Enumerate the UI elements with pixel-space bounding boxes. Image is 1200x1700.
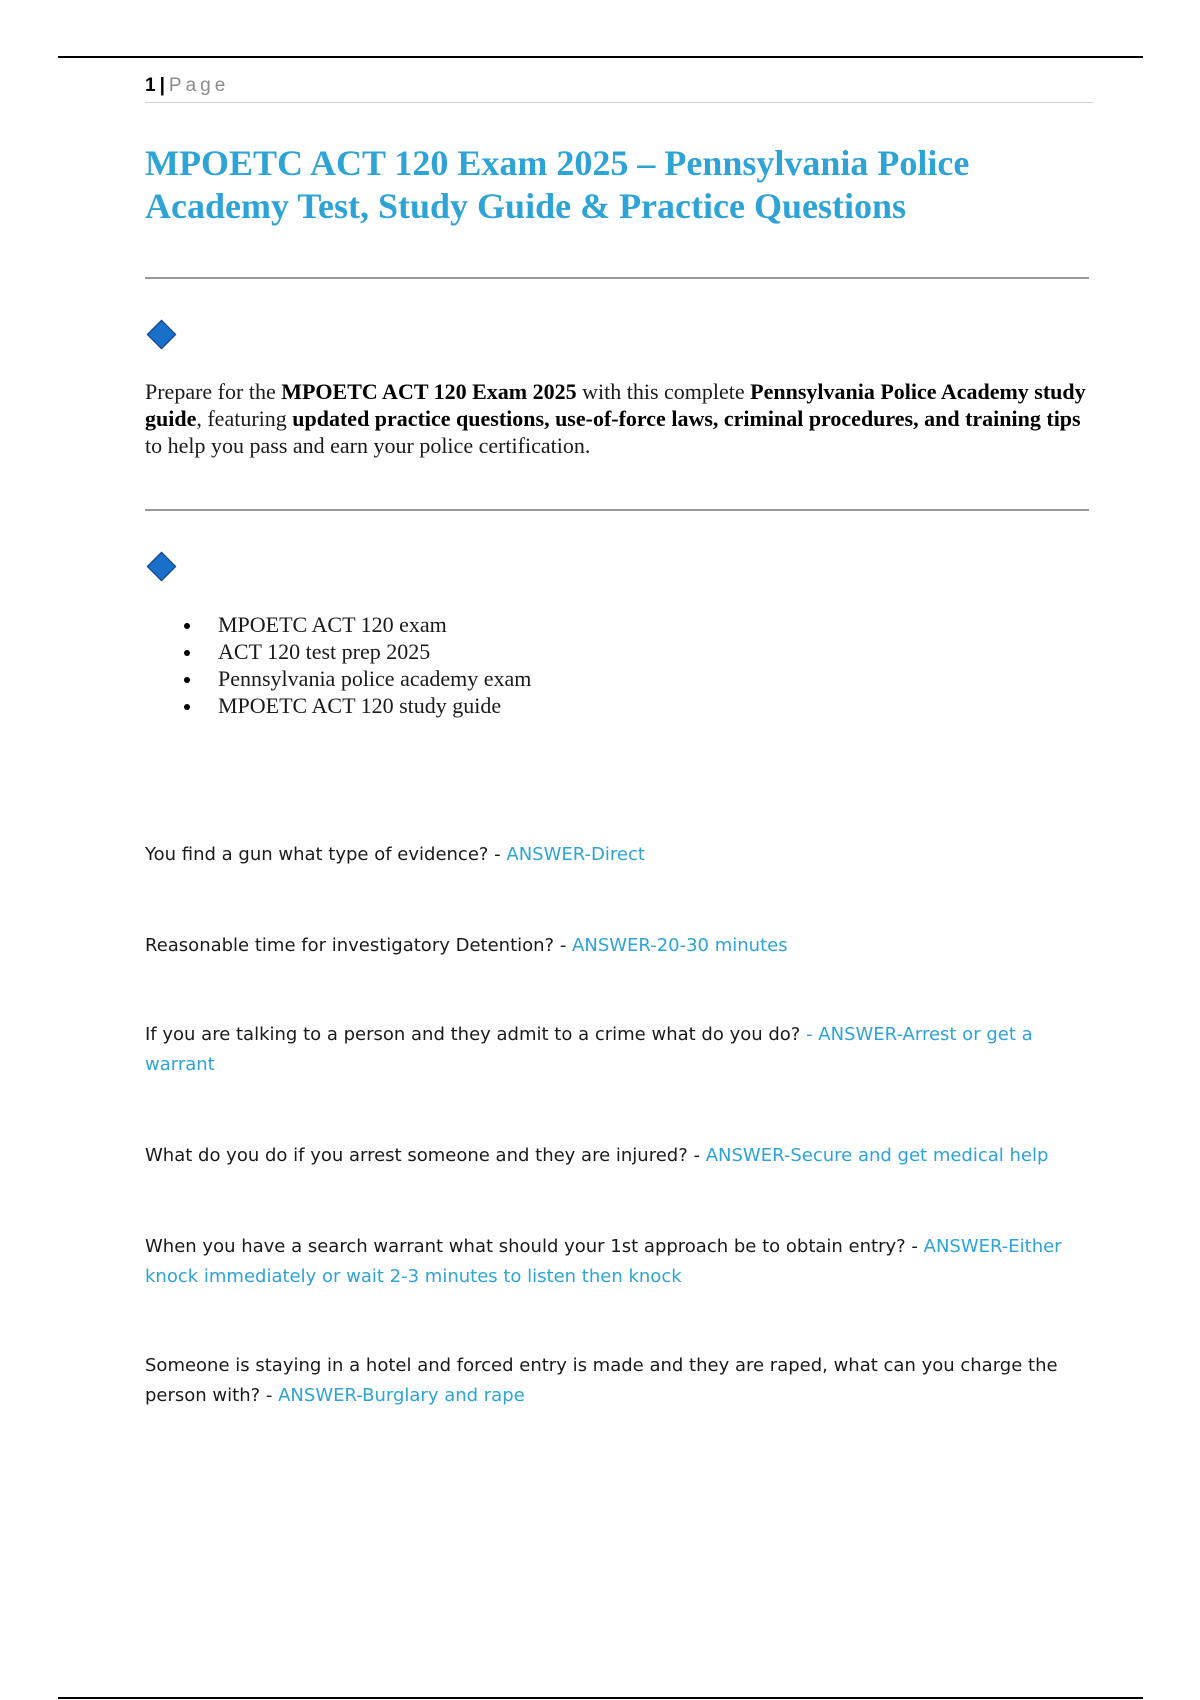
question-text: When you have a search warrant what should your 1st approach be to obtain entry? -	[145, 1236, 924, 1257]
intro-text: with this complete	[576, 379, 751, 404]
question-text: You find a gun what type of evidence? -	[145, 844, 507, 865]
page-word: Page	[168, 75, 230, 96]
question-text: What do you do if you arrest someone and they are injured? -	[145, 1145, 706, 1166]
qa-item	[145, 1020, 1065, 1080]
answer-text: ANSWER-Burglary and rape	[278, 1385, 525, 1406]
keyword-item: MPOETC ACT 120 study guide	[180, 692, 531, 719]
intro-bold-guide: Pennsylvania Police Academy study guide	[145, 379, 1086, 431]
qa-item	[145, 1351, 1065, 1411]
answer-text: ANSWER-Secure and get medical help	[705, 1145, 1049, 1166]
intro-text: Prepare for the	[145, 379, 282, 404]
keyword-item: MPOETC ACT 120 exam	[180, 611, 531, 638]
answer-text: ANSWER-Direct	[506, 844, 645, 865]
diamond-bullet-icon	[147, 552, 177, 582]
question-text: Reasonable time for investigatory Detention? -	[145, 935, 573, 956]
page-number: 1	[145, 75, 156, 96]
answer-text: ANSWER-20-30 minutes	[572, 935, 788, 956]
intro-text: to help you pass and earn your police certification.	[145, 433, 591, 458]
diamond-bullet-icon	[147, 320, 177, 350]
question-text: If you are talking to a person and they admit to a crime what do you do?	[145, 1024, 807, 1045]
qa-item	[145, 1141, 1065, 1171]
section-divider	[145, 509, 1089, 511]
page-header	[145, 74, 1093, 103]
section-divider	[145, 277, 1089, 279]
qa-item	[145, 840, 1065, 870]
document-title: MPOETC ACT 120 Exam 2025 – Pennsylvania Police Academy Test, Study Guide & Practice Questions	[145, 143, 970, 226]
intro-bold-features: updated practice questions, use-of-force laws, criminal procedures, and training tips	[292, 406, 1081, 431]
qa-item	[145, 1232, 1065, 1292]
intro-text: , featuring	[196, 406, 293, 431]
keyword-item: ACT 120 test prep 2025	[180, 638, 531, 665]
keyword-list	[180, 611, 531, 719]
intro-bold-exam: MPOETC ACT 120 Exam 2025	[281, 379, 577, 404]
answer-text: ANSWER-Either knock immediately or wait 2-3 minutes to listen then knock	[145, 1236, 1062, 1287]
qa-item	[145, 931, 1065, 961]
keyword-item: Pennsylvania police academy exam	[180, 665, 531, 692]
intro-paragraph	[145, 378, 1095, 459]
answer-text: - ANSWER-Arrest or get a warrant	[145, 1024, 1033, 1075]
page-separator: |	[159, 75, 165, 96]
bottom-page-rule	[58, 1697, 1143, 1699]
question-text: Someone is staying in a hotel and forced entry is made and they are raped, what can you charge the person with? -	[145, 1355, 1058, 1406]
top-page-rule	[58, 56, 1143, 58]
